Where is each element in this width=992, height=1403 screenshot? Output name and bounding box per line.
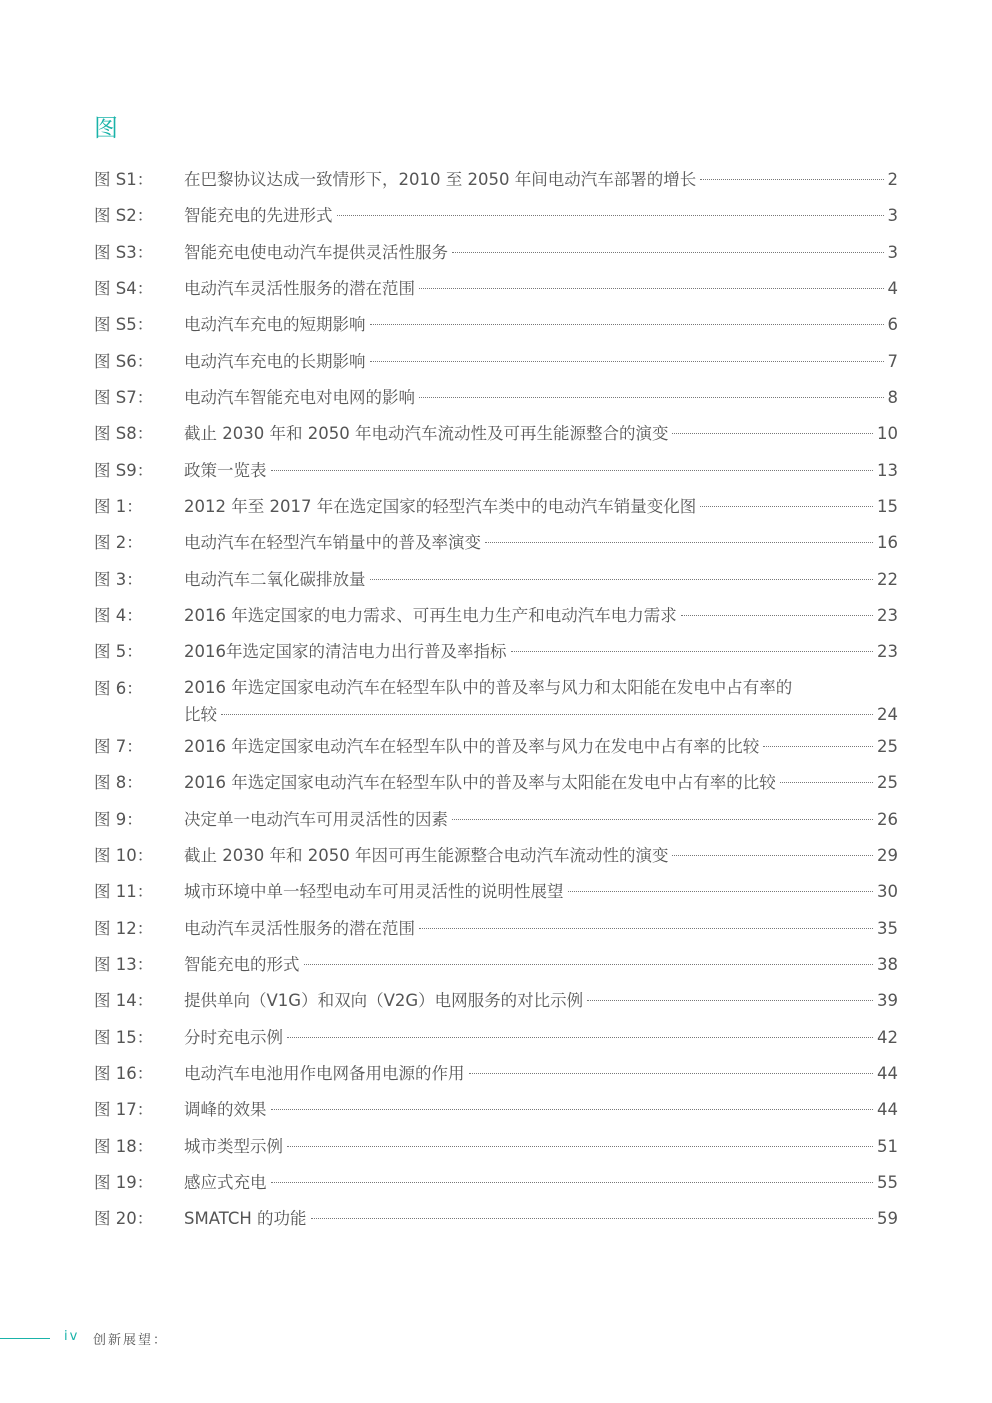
figure-title-line1: 2016 年选定国家电动汽车在轻型车队中的普及率与风力和太阳能在发电中占有率的 (184, 677, 793, 697)
toc-entry[interactable] (94, 311, 898, 347)
figure-title: 电动汽车充电的短期影响 (184, 315, 366, 335)
figure-title: 决定单一电动汽车可用灵活性的因素 (184, 809, 448, 829)
figure-title: 智能充电的形式 (184, 954, 300, 974)
figure-label: 图 S9： (94, 460, 154, 480)
page-number: 4 (887, 279, 898, 299)
figure-label: 图 S1： (94, 170, 154, 189)
page-number: 23 (877, 606, 898, 626)
dot-leader (672, 433, 873, 434)
dot-leader (304, 964, 874, 965)
figure-label: 图 S3： (94, 242, 154, 262)
dot-leader (419, 288, 884, 289)
dot-leader (700, 179, 883, 180)
toc-entry[interactable] (94, 915, 898, 951)
figure-label: 图 10： (94, 845, 154, 865)
dot-leader (763, 746, 873, 747)
toc-entry[interactable] (94, 1024, 898, 1060)
figure-title: 电动汽车灵活性服务的潜在范围 (184, 918, 415, 938)
page-number: 3 (887, 242, 898, 262)
section-heading: 图 (94, 114, 118, 142)
figure-label: 图 4： (94, 606, 143, 626)
toc-entry[interactable] (94, 806, 898, 842)
figure-label: 图 S8： (94, 424, 154, 444)
figure-label: 图 20： (94, 1209, 154, 1229)
figure-title: 电动汽车电池用作电网备用电源的作用 (184, 1063, 465, 1083)
figure-title: 城市类型示例 (184, 1136, 283, 1156)
page-number: 51 (877, 1136, 898, 1156)
dot-leader (419, 397, 884, 398)
dot-leader (370, 361, 884, 362)
page-number: 29 (877, 845, 898, 865)
footer-page-number: iv (64, 1329, 80, 1344)
page-number: 30 (877, 882, 898, 902)
page-number: 35 (877, 918, 898, 938)
page-number: 2 (887, 170, 898, 189)
dot-leader (311, 1218, 873, 1219)
figure-label: 图 9： (94, 809, 143, 829)
dot-leader (370, 324, 884, 325)
dot-leader (511, 651, 874, 652)
toc-entry[interactable] (94, 769, 898, 805)
dot-leader (337, 215, 884, 216)
toc-entry[interactable] (94, 733, 898, 769)
toc-entry[interactable] (94, 275, 898, 311)
figure-label: 图 17： (94, 1100, 154, 1120)
figure-title: 2016年选定国家的清洁电力出行普及率指标 (184, 642, 507, 662)
figure-title: 城市环境中单一轻型电动车可用灵活性的说明性展望 (184, 882, 564, 902)
figure-title: 感应式充电 (184, 1172, 267, 1192)
figure-title: 电动汽车在轻型汽车销量中的普及率演变 (184, 533, 481, 553)
figure-title: 电动汽车充电的长期影响 (184, 351, 366, 371)
toc-entry[interactable] (94, 202, 898, 238)
figure-title: 2012 年至 2017 年在选定国家的轻型汽车类中的电动汽车销量变化图 (184, 497, 697, 517)
toc-entry[interactable] (94, 951, 898, 987)
page-number: 59 (877, 1209, 898, 1229)
figure-title: 分时充电示例 (184, 1027, 283, 1047)
dot-leader (780, 782, 873, 783)
page-number: 44 (877, 1063, 898, 1083)
toc-entry[interactable] (94, 987, 898, 1023)
page-number: 26 (877, 809, 898, 829)
page-number: 38 (877, 954, 898, 974)
dot-leader (568, 891, 874, 892)
figure-label: 图 1： (94, 497, 143, 517)
toc-entry[interactable] (94, 239, 898, 275)
dot-leader (672, 855, 873, 856)
dot-leader (221, 714, 873, 715)
dot-leader (287, 1037, 873, 1038)
figure-label: 图 14： (94, 991, 154, 1011)
toc-entry[interactable] (94, 1096, 898, 1132)
figure-label: 图 19： (94, 1172, 154, 1192)
toc-entry[interactable] (94, 529, 898, 565)
toc-entry[interactable] (94, 1060, 898, 1096)
figure-title: 提供单向（V1G）和双向（V2G）电网服务的对比示例 (184, 991, 584, 1011)
dot-leader (452, 252, 884, 253)
toc-entry[interactable] (94, 166, 898, 202)
figure-title: 电动汽车灵活性服务的潜在范围 (184, 279, 415, 299)
page-number: 24 (877, 704, 898, 724)
figure-title: 截止 2030 年和 2050 年电动汽车流动性及可再生能源整合的演变 (184, 424, 669, 444)
dot-leader (452, 819, 873, 820)
figure-label: 图 11： (94, 882, 154, 902)
figure-title: 2016 年选定国家电动汽车在轻型车队中的普及率与太阳能在发电中占有率的比较 (184, 773, 776, 793)
dot-leader (469, 1073, 874, 1074)
figure-title: 2016 年选定国家的电力需求、可再生电力生产和电动汽车电力需求 (184, 606, 677, 626)
toc-entry[interactable] (94, 348, 898, 384)
figure-label: 图 8： (94, 773, 143, 793)
figure-label: 图 2： (94, 533, 143, 553)
figure-title: 比较 (184, 704, 217, 724)
footer-title: 创新展望： (93, 1333, 169, 1348)
figure-title: 在巴黎协议达成一致情形下，2010 至 2050 年间电动汽车部署的增长 (184, 170, 697, 189)
toc-entry[interactable] (94, 493, 898, 529)
figure-label: 图 7： (94, 736, 143, 756)
toc-entry[interactable] (94, 878, 898, 914)
figure-title: 政策一览表 (184, 460, 267, 480)
page-number: 8 (887, 388, 898, 408)
dot-leader (587, 1000, 873, 1001)
figure-title: 2016 年选定国家电动汽车在轻型车队中的普及率与风力在发电中占有率的比较 (184, 736, 760, 756)
figure-label: 图 S4： (94, 279, 154, 299)
dot-leader (287, 1146, 873, 1147)
dot-leader (271, 470, 874, 471)
figure-title: 智能充电使电动汽车提供灵活性服务 (184, 242, 448, 262)
figure-label: 图 3： (94, 569, 143, 589)
figure-label: 图 13： (94, 954, 154, 974)
dot-leader (370, 579, 874, 580)
page-number: 15 (877, 497, 898, 517)
figure-label: 图 12： (94, 918, 154, 938)
figure-title: 调峰的效果 (184, 1100, 267, 1120)
figure-label: 图 15： (94, 1027, 154, 1047)
footer-rule (0, 1338, 50, 1339)
dot-leader (271, 1109, 874, 1110)
dot-leader (419, 928, 873, 929)
dot-leader (271, 1182, 874, 1183)
toc-entry[interactable] (94, 602, 898, 638)
toc-entry[interactable] (94, 638, 898, 674)
figure-label: 图 S6： (94, 351, 154, 371)
page-number: 13 (877, 460, 898, 480)
page-number: 44 (877, 1100, 898, 1120)
figure-label: 图 16： (94, 1063, 154, 1083)
toc-entry[interactable] (94, 1205, 898, 1241)
toc-entry[interactable] (94, 566, 898, 602)
toc-entry[interactable] (94, 384, 898, 420)
dot-leader (700, 506, 873, 507)
page-number: 42 (877, 1027, 898, 1047)
toc-entry[interactable] (94, 1169, 898, 1205)
dot-leader (681, 615, 873, 616)
page-number: 23 (877, 642, 898, 662)
toc-entry[interactable] (94, 420, 898, 456)
figure-title: 截止 2030 年和 2050 年因可再生能源整合电动汽车流动性的演变 (184, 845, 669, 865)
page-number: 10 (877, 424, 898, 444)
figure-title: SMATCH 的功能 (184, 1209, 307, 1229)
page-number: 22 (877, 569, 898, 589)
page-number: 55 (877, 1172, 898, 1192)
figure-title: 电动汽车二氧化碳排放量 (184, 569, 366, 589)
page-number: 16 (877, 533, 898, 553)
page-number: 6 (887, 315, 898, 335)
page-number: 7 (887, 351, 898, 371)
figure-label: 图 6： (94, 678, 143, 698)
figure-list (94, 166, 898, 1242)
figure-title: 电动汽车智能充电对电网的影响 (184, 388, 415, 408)
toc-entry[interactable] (94, 842, 898, 878)
figure-title: 智能充电的先进形式 (184, 206, 333, 226)
page-number: 25 (877, 773, 898, 793)
page-number: 3 (887, 206, 898, 226)
toc-entry[interactable] (94, 1133, 898, 1169)
figure-label: 图 S5： (94, 315, 154, 335)
figure-label: 图 S2： (94, 206, 154, 226)
toc-entry[interactable] (94, 675, 898, 733)
toc-entry[interactable] (94, 457, 898, 493)
page-number: 25 (877, 736, 898, 756)
figure-label: 图 S7： (94, 388, 154, 408)
figure-label: 图 18： (94, 1136, 154, 1156)
figure-label: 图 5： (94, 642, 143, 662)
page-number: 39 (877, 991, 898, 1011)
dot-leader (485, 542, 873, 543)
